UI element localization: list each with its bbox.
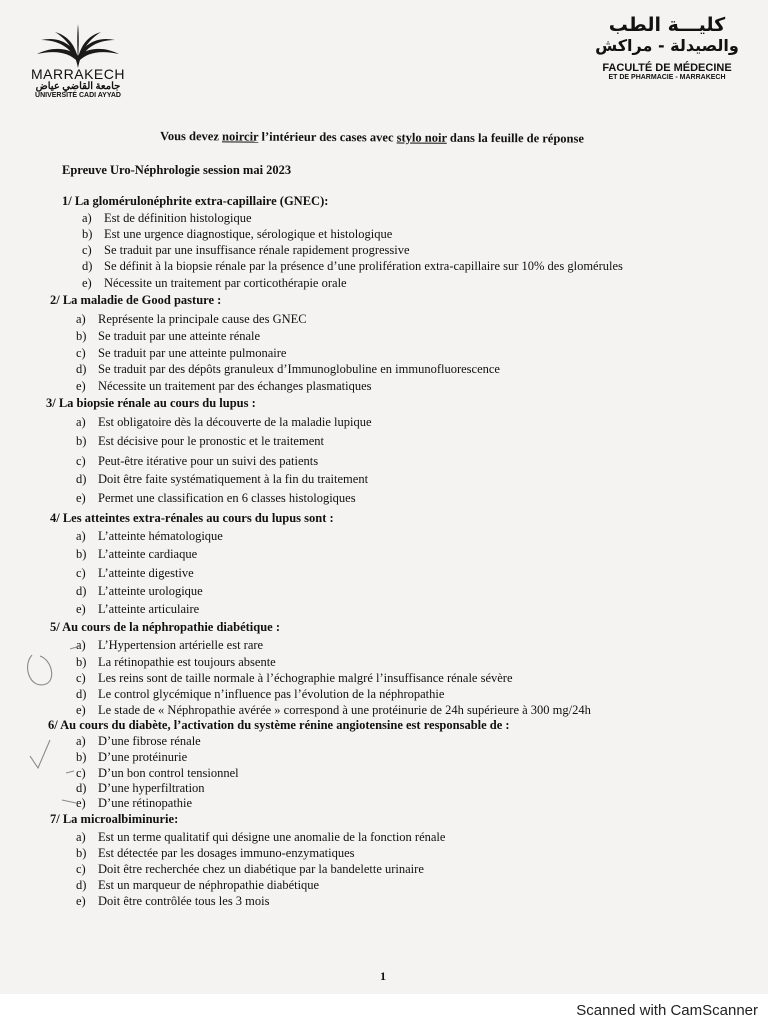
option-item: e) Permet une classification en 6 classes histologiques: [76, 491, 356, 505]
exam-title: Epreuve Uro-Néphrologie session mai 2023: [62, 163, 292, 177]
option-item: c) Peut-être itérative pour un suivi des patients: [76, 454, 319, 468]
option-item: d) Se traduit par des dépôts granuleux d’Immunoglobuline en immunofluorescence: [76, 362, 500, 376]
option-item: a) L’atteinte hématologique: [76, 529, 223, 543]
question-title: 2/ La maladie de Good pasture :: [50, 293, 222, 307]
option-item: d) Est un marqueur de néphropathie diabétique: [76, 878, 320, 892]
option-item: a) Est de définition histologique: [82, 211, 252, 225]
option-item: b) D’une protéinurie: [76, 750, 188, 764]
option-item: e) Nécessite un traitement par des échanges plasmatiques: [76, 379, 372, 393]
option-item: a) Est obligatoire dès la découverte de la maladie lupique: [76, 415, 372, 429]
option-item: b) Se traduit par une atteinte rénale: [76, 329, 261, 343]
option-item: e) D’une rétinopathie: [76, 796, 193, 810]
option-item: d) Doit être faite systématiquement à la fin du traitement: [76, 472, 369, 486]
question-title: 7/ La microalbiminurie:: [50, 812, 179, 826]
option-item: e) L’atteinte articulaire: [76, 602, 200, 616]
option-item: a) Représente la principale cause des GNEC: [76, 312, 307, 326]
option-item: d) Se définit à la biopsie rénale par la présence d’une prolifération extra-capillaire sur 10% des glomérules: [82, 259, 623, 273]
option-item: a) Est un terme qualitatif qui désigne une anomalie de la fonction rénale: [76, 830, 446, 844]
page-number: 1: [380, 969, 386, 983]
option-item: c) Les reins sont de taille normale à l’échographie malgré l’insuffisance rénale sévère: [76, 671, 513, 685]
option-item: e) Nécessite un traitement par corticothérapie orale: [82, 276, 347, 290]
answer-instruction: Vous devez noircir l’intérieur des cases avec stylo noir dans la feuille de réponse: [159, 129, 585, 146]
option-item: c) D’un bon control tensionnel: [76, 766, 239, 780]
option-item: b) Est décisive pour le pronostic et le traitement: [76, 434, 324, 448]
option-item: e) Le stade de « Néphropathie avérée » correspond à une protéinurie de 24h supérieure à 300 mg/24h: [76, 703, 591, 717]
option-item: b) La rétinopathie est toujours absente: [76, 655, 276, 669]
logo-university-name: UNIVERSITÉ CADI AYYAD: [35, 92, 121, 99]
option-item: d) Le control glycémique n’influence pas l’évolution de la néphropathie: [76, 687, 445, 701]
option-item: e) Doit être contrôlée tous les 3 mois: [76, 894, 270, 908]
question-title: 6/ Au cours du diabète, l’activation du système rénine angiotensine est responsable de :: [48, 718, 510, 732]
option-item: c) Se traduit par une atteinte pulmonaire: [76, 346, 287, 360]
faculty-arabic-line2: والصيدلة - مراكش: [595, 36, 739, 55]
faculty-arabic-line1: كليـــة الطب: [608, 14, 726, 36]
option-item: c) L’atteinte digestive: [76, 566, 194, 580]
question-title: 4/ Les atteintes extra-rénales au cours du lupus sont :: [50, 511, 334, 525]
option-item: b) L’atteinte cardiaque: [76, 547, 198, 561]
option-item: b) Est détectée par les dosages immuno-enzymatiques: [76, 846, 355, 860]
logo-city-name: MARRAKECH: [31, 66, 125, 82]
question-title: 5/ Au cours de la néphropathie diabétique :: [50, 620, 281, 634]
question-title: 3/ La biopsie rénale au cours du lupus :: [46, 396, 256, 410]
option-item: b) Est une urgence diagnostique, sérologique et histologique: [82, 227, 393, 241]
scanner-watermark: Scanned with CamScanner: [576, 1002, 758, 1019]
option-item: d) L’atteinte urologique: [76, 584, 203, 598]
question-title: 1/ La glomérulonéphrite extra-capillaire (GNEC):: [62, 194, 329, 208]
option-item: a) D’une fibrose rénale: [76, 734, 201, 748]
faculty-name: FACULTÉ DE MÉDECINE: [602, 62, 732, 74]
logo-arabic-university: جامعة القاضي عياض: [35, 81, 121, 92]
faculty-subname: ET DE PHARMACIE - MARRAKECH: [608, 74, 726, 81]
option-item: a) L’Hypertension artérielle est rare: [76, 638, 264, 652]
option-item: c) Se traduit par une insuffisance rénale rapidement progressive: [82, 243, 410, 257]
option-item: d) D’une hyperfiltration: [76, 781, 205, 795]
option-item: c) Doit être recherchée chez un diabétique par la bandelette urinaire: [76, 862, 424, 876]
